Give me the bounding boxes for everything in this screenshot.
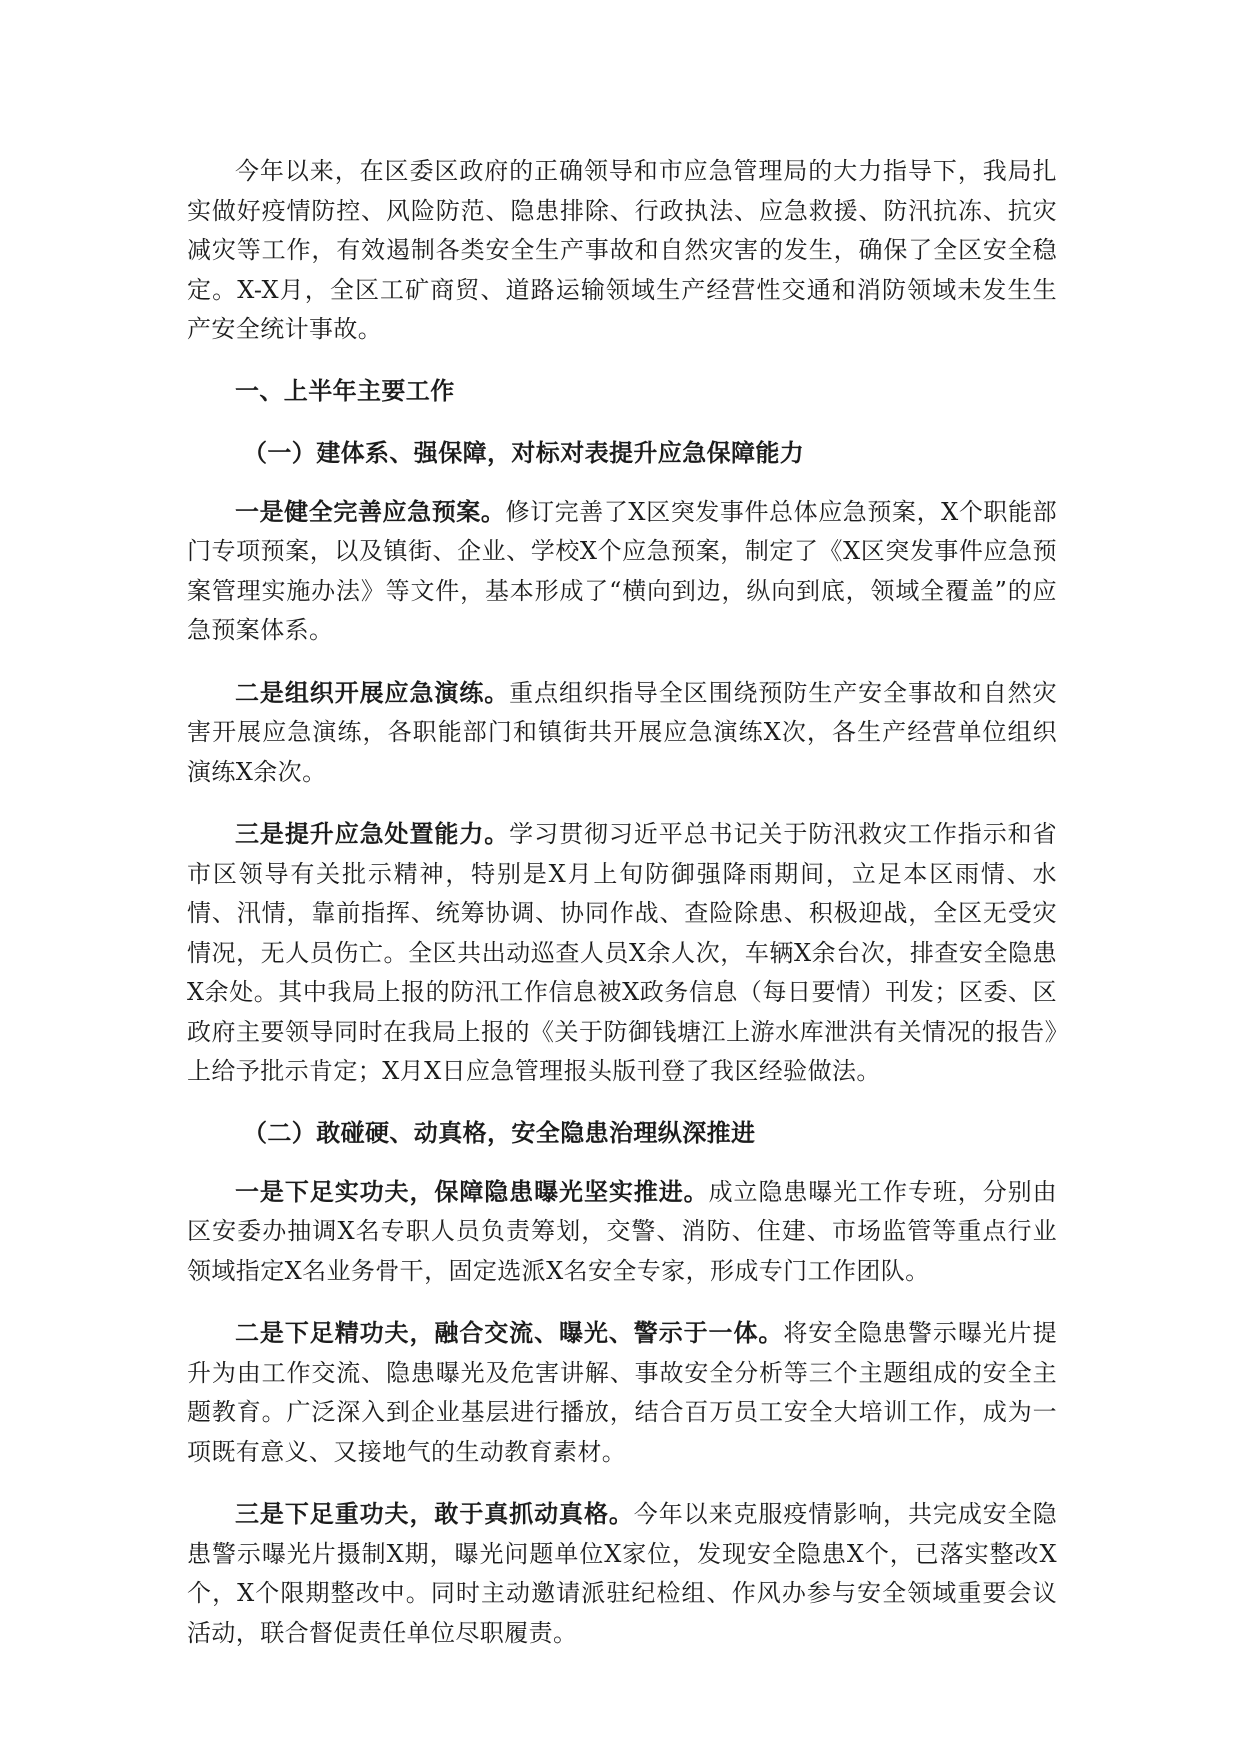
item-text: 重点组织指导全区围绕预防生产安全事故和自然灾害开展应急演练，各职能部门和镇街共开展应急演练X次，各生产经营单位组织演练X余次。 [187, 678, 1057, 786]
item-lead: 二是组织开展应急演练。 [235, 677, 510, 707]
item-emergency-response [187, 814, 1057, 1092]
item-lead: 一是健全完善应急预案。 [235, 496, 506, 526]
subsection-heading-hazard-control: （二）敢碰硬、动真格，安全隐患治理纵深推进 [243, 1117, 756, 1147]
item-safety-education [187, 1313, 1057, 1472]
item-lead: 三是下足重功夫，敢于真抓动真格。 [235, 1499, 634, 1528]
item-text: 将安全隐患警示曝光片提升为由工作交流、隐患曝光及危害讲解、事故安全分析等三个主题组成的安全主题教育。广泛深入到企业基层进行播放，结合百万员工安全大培训工作，成为一项既有意义、又接地气的生动教育素材。 [187, 1319, 1057, 1466]
item-emergency-drills [187, 673, 1057, 793]
item-text: 修订完善了X区突发事件总体应急预案，X个职能部门专项预案，以及镇街、企业、学校X个应急预案，制定了《X区突发事件应急预案管理实施办法》等文件，基本形成了“横向到边，纵向到底，领域全覆盖”的应急预案体系。 [187, 497, 1058, 644]
item-lead: 一是下足实功夫，保障隐患曝光坚实推进。 [235, 1176, 709, 1206]
subsection-heading-emergency-capability: （一）建体系、强保障，对标对表提升应急保障能力 [243, 437, 805, 467]
intro-paragraph: 今年以来，在区委区政府的正确领导和市应急管理局的大力指导下，我局扎实做好疫情防控、风险防范、隐患排除、行政执法、应急救援、防汛抗冻、抗灾减灾等工作，有效遏制各类安全生产事故和自然灾害的发生，确保了全区安全稳定。X-X月，全区工矿商贸、道路运输领域生产经营性交通和消防领域未发生生产安全统计事故。 [187, 157, 1057, 343]
item-lead: 二是下足精功夫，融合交流、曝光、警示于一体。 [235, 1318, 784, 1347]
section-heading-main-work: 一、上半年主要工作 [235, 375, 455, 405]
item-hazard-exposure-team [187, 1172, 1057, 1292]
item-rectification [187, 1494, 1057, 1653]
item-emergency-plans [187, 492, 1057, 651]
item-text: 成立隐患曝光工作专班，分别由区安委办抽调X名专职人员负责筹划，交警、消防、住建、市场监管等重点行业领域指定X名业务骨干，固定选派X名安全专家，形成专门工作团队。 [187, 1177, 1057, 1285]
item-text: 学习贯彻习近平总书记关于防汛救灾工作指示和省市区领导有关批示精神，特别是X月上旬防御强降雨期间，立足本区雨情、水情、汛情，靠前指挥、统筹协调、协同作战、查险除患、积极迎战，全区无受灾情况，无人员伤亡。全区共出动巡查人员X余人次，车辆X余台次，排查安全隐患X余处。其中我局上报的防汛工作信息被X政务信息（每日要情）刊发；区委、区政府主要领导同时在我局上报的《关于防御钱塘江上游水库泄洪有关情况的报告》上给予批示肯定；X月X日应急管理报头版刊登了我区经验做法。 [187, 820, 1057, 1085]
document-body [187, 152, 1057, 1675]
item-text: 今年以来克服疫情影响，共完成安全隐患警示曝光片摄制X期，曝光问题单位X家位，发现安全隐患X个，已落实整改X个，X个限期整改中。同时主动邀请派驻纪检组、作风办参与安全领域重要会议活动，联合督促责任单位尽职履责。 [187, 1500, 1057, 1647]
item-lead: 三是提升应急处置能力。 [235, 819, 510, 848]
